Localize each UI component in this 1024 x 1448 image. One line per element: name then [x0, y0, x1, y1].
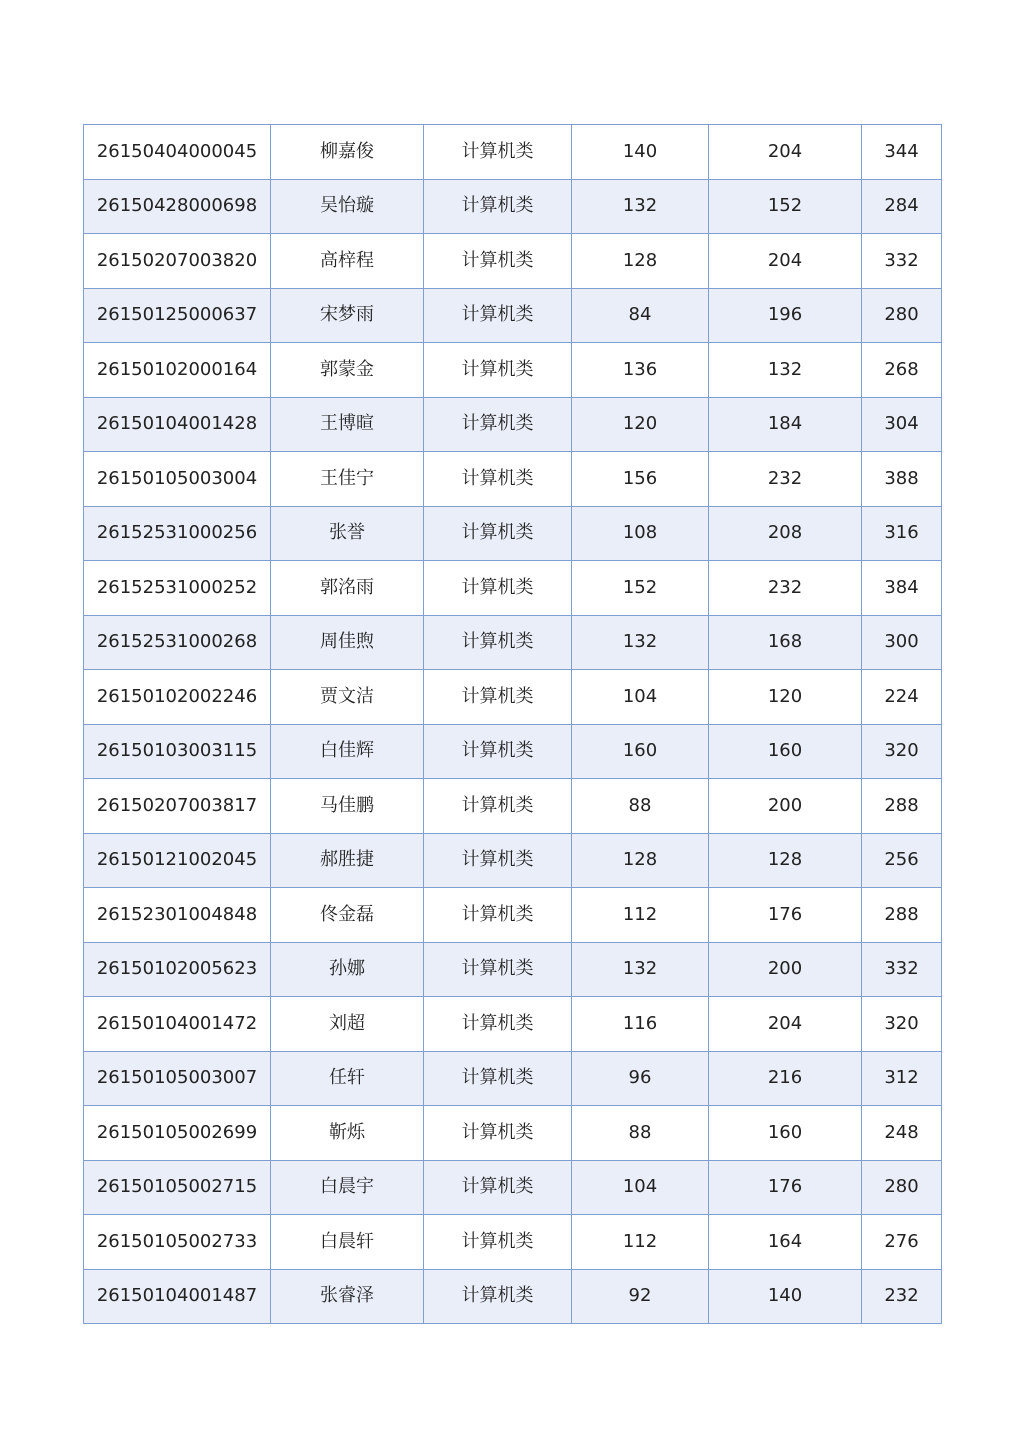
student-name-cell: 刘超 — [271, 997, 424, 1052]
total-score-cell: 232 — [862, 1269, 942, 1324]
total-score-cell: 312 — [862, 1051, 942, 1106]
major-category-cell: 计算机类 — [424, 561, 572, 616]
student-name-cell: 郭洺雨 — [271, 561, 424, 616]
score-b-cell: 140 — [709, 1269, 862, 1324]
score-a-cell: 92 — [572, 1269, 709, 1324]
major-category-cell: 计算机类 — [424, 888, 572, 943]
major-category-cell: 计算机类 — [424, 1106, 572, 1161]
exam-number-cell: 26150207003820 — [84, 234, 271, 289]
score-a-cell: 88 — [572, 1106, 709, 1161]
student-name-cell: 宋梦雨 — [271, 288, 424, 343]
exam-number-cell: 26150105003004 — [84, 452, 271, 507]
score-a-cell: 156 — [572, 452, 709, 507]
total-score-cell: 332 — [862, 234, 942, 289]
total-score-cell: 284 — [862, 179, 942, 234]
score-a-cell: 160 — [572, 724, 709, 779]
student-name-cell: 高梓程 — [271, 234, 424, 289]
score-b-cell: 204 — [709, 234, 862, 289]
student-name-cell: 马佳鹏 — [271, 779, 424, 834]
score-a-cell: 132 — [572, 615, 709, 670]
student-name-cell: 周佳煦 — [271, 615, 424, 670]
table-row — [84, 724, 942, 779]
table-row — [84, 942, 942, 997]
major-category-cell: 计算机类 — [424, 997, 572, 1052]
exam-number-cell: 26150102000164 — [84, 343, 271, 398]
table-row — [84, 615, 942, 670]
total-score-cell: 384 — [862, 561, 942, 616]
score-b-cell: 128 — [709, 833, 862, 888]
major-category-cell: 计算机类 — [424, 779, 572, 834]
student-name-cell: 张睿泽 — [271, 1269, 424, 1324]
score-a-cell: 152 — [572, 561, 709, 616]
table-row — [84, 1051, 942, 1106]
student-name-cell: 张誉 — [271, 506, 424, 561]
total-score-cell: 256 — [862, 833, 942, 888]
score-b-cell: 164 — [709, 1215, 862, 1270]
total-score-cell: 388 — [862, 452, 942, 507]
total-score-cell: 280 — [862, 288, 942, 343]
exam-number-cell: 26150103003115 — [84, 724, 271, 779]
score-a-cell: 128 — [572, 234, 709, 289]
major-category-cell: 计算机类 — [424, 724, 572, 779]
total-score-cell: 268 — [862, 343, 942, 398]
total-score-cell: 224 — [862, 670, 942, 725]
score-table — [83, 124, 942, 1324]
major-category-cell: 计算机类 — [424, 125, 572, 180]
table-row — [84, 1215, 942, 1270]
exam-number-cell: 26152531000256 — [84, 506, 271, 561]
score-b-cell: 184 — [709, 397, 862, 452]
student-name-cell: 吴怡璇 — [271, 179, 424, 234]
score-b-cell: 168 — [709, 615, 862, 670]
major-category-cell: 计算机类 — [424, 670, 572, 725]
score-b-cell: 176 — [709, 888, 862, 943]
score-a-cell: 84 — [572, 288, 709, 343]
student-name-cell: 郭蒙金 — [271, 343, 424, 398]
major-category-cell: 计算机类 — [424, 506, 572, 561]
exam-number-cell: 26150105002699 — [84, 1106, 271, 1161]
exam-number-cell: 26152531000252 — [84, 561, 271, 616]
exam-number-cell: 26150428000698 — [84, 179, 271, 234]
score-a-cell: 136 — [572, 343, 709, 398]
score-a-cell: 132 — [572, 942, 709, 997]
score-a-cell: 112 — [572, 1215, 709, 1270]
total-score-cell: 320 — [862, 997, 942, 1052]
exam-number-cell: 26150404000045 — [84, 125, 271, 180]
exam-number-cell: 26150121002045 — [84, 833, 271, 888]
total-score-cell: 332 — [862, 942, 942, 997]
score-a-cell: 132 — [572, 179, 709, 234]
score-b-cell: 204 — [709, 125, 862, 180]
major-category-cell: 计算机类 — [424, 179, 572, 234]
major-category-cell: 计算机类 — [424, 1160, 572, 1215]
table-row — [84, 779, 942, 834]
student-name-cell: 白佳辉 — [271, 724, 424, 779]
major-category-cell: 计算机类 — [424, 343, 572, 398]
total-score-cell: 320 — [862, 724, 942, 779]
table-row — [84, 888, 942, 943]
table-row — [84, 1269, 942, 1324]
student-name-cell: 靳烁 — [271, 1106, 424, 1161]
total-score-cell: 280 — [862, 1160, 942, 1215]
table-row — [84, 452, 942, 507]
student-name-cell: 柳嘉俊 — [271, 125, 424, 180]
table-row — [84, 561, 942, 616]
total-score-cell: 344 — [862, 125, 942, 180]
score-b-cell: 132 — [709, 343, 862, 398]
exam-number-cell: 26150104001428 — [84, 397, 271, 452]
table-row — [84, 397, 942, 452]
student-name-cell: 任轩 — [271, 1051, 424, 1106]
table-row — [84, 997, 942, 1052]
major-category-cell: 计算机类 — [424, 942, 572, 997]
total-score-cell: 248 — [862, 1106, 942, 1161]
exam-number-cell: 26150102002246 — [84, 670, 271, 725]
score-a-cell: 120 — [572, 397, 709, 452]
exam-number-cell: 26152301004848 — [84, 888, 271, 943]
score-b-cell: 200 — [709, 779, 862, 834]
table-row — [84, 179, 942, 234]
major-category-cell: 计算机类 — [424, 1215, 572, 1270]
table-row — [84, 234, 942, 289]
table-row — [84, 670, 942, 725]
score-b-cell: 196 — [709, 288, 862, 343]
exam-number-cell: 26152531000268 — [84, 615, 271, 670]
exam-number-cell: 26150104001487 — [84, 1269, 271, 1324]
score-a-cell: 140 — [572, 125, 709, 180]
table-row — [84, 1106, 942, 1161]
major-category-cell: 计算机类 — [424, 1051, 572, 1106]
total-score-cell: 276 — [862, 1215, 942, 1270]
score-b-cell: 120 — [709, 670, 862, 725]
score-b-cell: 160 — [709, 724, 862, 779]
score-a-cell: 104 — [572, 670, 709, 725]
exam-number-cell: 26150104001472 — [84, 997, 271, 1052]
student-name-cell: 白晨宇 — [271, 1160, 424, 1215]
score-b-cell: 232 — [709, 561, 862, 616]
score-b-cell: 200 — [709, 942, 862, 997]
table-row — [84, 343, 942, 398]
table-row — [84, 506, 942, 561]
total-score-cell: 300 — [862, 615, 942, 670]
major-category-cell: 计算机类 — [424, 452, 572, 507]
total-score-cell: 288 — [862, 888, 942, 943]
score-a-cell: 96 — [572, 1051, 709, 1106]
major-category-cell: 计算机类 — [424, 833, 572, 888]
score-b-cell: 232 — [709, 452, 862, 507]
student-name-cell: 王博暄 — [271, 397, 424, 452]
major-category-cell: 计算机类 — [424, 234, 572, 289]
total-score-cell: 304 — [862, 397, 942, 452]
major-category-cell: 计算机类 — [424, 1269, 572, 1324]
score-b-cell: 176 — [709, 1160, 862, 1215]
score-a-cell: 104 — [572, 1160, 709, 1215]
score-b-cell: 204 — [709, 997, 862, 1052]
score-b-cell: 216 — [709, 1051, 862, 1106]
exam-number-cell: 26150102005623 — [84, 942, 271, 997]
exam-number-cell: 26150105002733 — [84, 1215, 271, 1270]
student-name-cell: 王佳宁 — [271, 452, 424, 507]
exam-number-cell: 26150125000637 — [84, 288, 271, 343]
major-category-cell: 计算机类 — [424, 397, 572, 452]
score-b-cell: 152 — [709, 179, 862, 234]
exam-number-cell: 26150105003007 — [84, 1051, 271, 1106]
major-category-cell: 计算机类 — [424, 288, 572, 343]
score-a-cell: 128 — [572, 833, 709, 888]
score-a-cell: 116 — [572, 997, 709, 1052]
student-name-cell: 佟金磊 — [271, 888, 424, 943]
student-name-cell: 贾文洁 — [271, 670, 424, 725]
table-row — [84, 833, 942, 888]
table-row — [84, 125, 942, 180]
exam-number-cell: 26150207003817 — [84, 779, 271, 834]
score-b-cell: 208 — [709, 506, 862, 561]
student-name-cell: 孙娜 — [271, 942, 424, 997]
table-body — [84, 125, 942, 1324]
student-name-cell: 白晨轩 — [271, 1215, 424, 1270]
table-row — [84, 1160, 942, 1215]
score-a-cell: 112 — [572, 888, 709, 943]
major-category-cell: 计算机类 — [424, 615, 572, 670]
table-row — [84, 288, 942, 343]
total-score-cell: 316 — [862, 506, 942, 561]
exam-number-cell: 26150105002715 — [84, 1160, 271, 1215]
score-a-cell: 108 — [572, 506, 709, 561]
score-b-cell: 160 — [709, 1106, 862, 1161]
total-score-cell: 288 — [862, 779, 942, 834]
score-a-cell: 88 — [572, 779, 709, 834]
student-name-cell: 郝胜捷 — [271, 833, 424, 888]
